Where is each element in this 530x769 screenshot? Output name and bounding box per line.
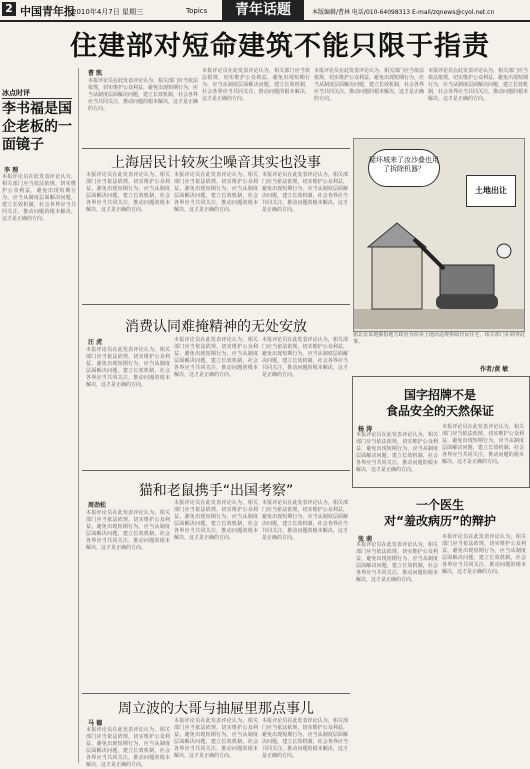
page-number: 2	[2, 2, 16, 16]
top-body-3: 本报评论员在此发表评论认为，相关部门应当依法依规，切实维护公众利益，避免出现短期行为，应当从制度层面解决问题，建立长效机制，社会各界应当共同关注，推动问题的根本解决，这才是正确的方向。	[314, 68, 425, 102]
cartoon-drawing	[354, 199, 524, 329]
zhou-body-2: 本报评论员在此发表评论认为，相关部门应当依法依规，切实维护公众利益，避免出现短期行为，应当从制度层面解决问题，建立长效机制，社会各界应当共同关注，推动问题的根本解决，这才是正确的方向。	[174, 718, 258, 759]
ground	[354, 309, 524, 329]
zhou-body-1: 本报评论员在此发表评论认为，相关部门应当依法依规，切实维护公众利益，避免出现短期行为，应当从制度层面解决问题，建立长效机制，社会各界应当共同关注，推动问题的根本解决，这才是正确的方向。	[86, 727, 170, 768]
doctor-author: 张 萌	[358, 536, 373, 543]
cat-body-1: 本报评论员在此发表评论认为，相关部门应当依法依规，切实维护公众利益，避免出现短期行为，应当从制度层面解决问题，建立长效机制，社会各界应当共同关注，推动问题的根本解决，这才是正确的方向。	[86, 510, 170, 551]
consumer-body-3: 本报评论员在此发表评论认为，相关部门应当依法依规，切实维护公众利益，避免出现短期行为，应当从制度层面解决问题，建立长效机制，社会各界应当共同关注，推动问题的根本解决，这才是正确的方向。	[262, 337, 348, 378]
person-head	[497, 244, 511, 258]
doctor-body-1: 本报评论员在此发表评论认为，相关部门应当依法依规，切实维护公众利益，避免出现短期行为，应当从制度层面解决问题，建立长效机制，社会各界应当共同关注，推动问题的根本解决，这才是正确的方向。	[356, 542, 438, 583]
editor-info: 本版编辑/曹林 电话/010-64098313 E-mail/zqnews@cyol.net.cn	[312, 9, 495, 16]
speech-bubble: 疑坏城来了汝沙叠也用了拆除机器？	[368, 149, 440, 187]
consumer-headline: 消费认同难掩精神的无处安放	[125, 319, 307, 335]
divider-1	[82, 148, 350, 149]
top-body-2: 本报评论员在此发表评论认为，相关部门应当依法依规，切实维护公众利益，避免出现短期行为，应当从制度层面解决问题，建立长效机制，社会各界应当共同关注，推动问题的根本解决，这才是正确的方向。	[202, 68, 310, 102]
food-headline-2: 食品安全的天然保证	[385, 404, 494, 418]
left-headline: 李书福是国企老板的一面镜子	[2, 101, 72, 153]
shanghai-headline: 上海居民计较灰尘噪音其实也没事	[111, 155, 321, 171]
left-body: 本报评论员在此发表评论认为，相关部门应当依法依规，切实维护公众利益，避免出现短期行为，应当从制度层面解决问题，建立长效机制，社会各界应当共同关注，推动问题的根本解决，这才是正确的方向。	[2, 174, 76, 222]
excavator-body	[440, 265, 494, 295]
zhou-author: 马 德	[88, 720, 103, 727]
food-body-2: 本报评论员在此发表评论认为，相关部门应当依法依规，切实维护公众利益，避免出现短期行为，应当从制度层面解决问题，建立长效机制，社会各界应当共同关注，推动问题的根本解决，这才是正确的方向。	[442, 424, 524, 465]
zhou-body-3: 本报评论员在此发表评论认为，相关部门应当依法依规，切实维护公众利益，避免出现短期行为，应当从制度层面解决问题，建立长效机制，社会各界应当共同关注，推动问题的根本解决，这才是正确的方向。	[262, 718, 348, 759]
doctor-body-2: 本报评论员在此发表评论认为，相关部门应当依法依规，切实维护公众利益，避免出现短期行为，应当从制度层面解决问题，建立长效机制，社会各界应当共同关注，推动问题的根本解决，这才是正确的方向。	[442, 534, 526, 575]
top-body-1: 本报评论员在此发表评论认为，相关部门应当依法依规，切实维护公众利益，避免出现短期行为，应当从制度层面解决问题，建立长效机制，社会各界应当共同关注，推动问题的根本解决，这才是正确的方向。	[88, 78, 199, 112]
cat-author: 周劲松	[88, 502, 107, 509]
house	[372, 247, 422, 309]
shanghai-body-3: 本报评论员在此发表评论认为，相关部门应当依法依规，切实维护公众利益，避免出现短期行为，应当从制度层面解决问题，建立长效机制，社会各界应当共同关注，推动问题的根本解决，这才是正确的方向。	[262, 172, 348, 213]
cartoon-illustration	[353, 138, 525, 332]
doctor-headline-1: 一个医生	[415, 498, 464, 512]
main-headline: 住建部对短命建筑不能只限于指责	[70, 31, 490, 62]
food-author: 杨 涛	[358, 426, 373, 433]
divider-3	[82, 470, 350, 471]
left-author: 李 理	[4, 167, 19, 174]
divider-4	[82, 693, 350, 694]
excavator-tracks	[436, 295, 498, 309]
cat-body-3: 本报评论员在此发表评论认为，相关部门应当依法依规，切实维护公众利益，避免出现短期行为，应当从制度层面解决问题，建立长效机制，社会各界应当共同关注，推动问题的根本解决，这才是正确的方向。	[262, 500, 348, 541]
section-title: 青年话题	[222, 0, 304, 20]
paper-name: 中国青年报	[20, 5, 75, 18]
cartoon-artist: 作者/黄 敏	[480, 366, 509, 373]
top-body-4: 本报评论员在此发表评论认为，相关部门应当依法依规，切实维护公众利益，避免出现短期行为，应当从制度层面解决问题，建立长效机制，社会各界应当共同关注，推动问题的根本解决，这才是正确的方向。	[428, 68, 529, 102]
consumer-body-1: 本报评论员在此发表评论认为，相关部门应当依法依规，切实维护公众利益，避免出现短期行为，应当从制度层面解决问题，建立长效机制，社会各界应当共同关注，推动问题的根本解决，这才是正确的方向。	[86, 347, 170, 388]
top-author: 曹 凯	[88, 70, 103, 77]
column-tag: 冰点时评	[2, 88, 72, 99]
zhou-headline: 周立波的大哥与抽屉里那点事儿	[118, 701, 314, 717]
shanghai-body-1: 本报评论员在此发表评论认为，相关部门应当依法依规，切实维护公众利益，避免出现短期行为，应当从制度层面解决问题，建立长效机制，社会各界应当共同关注，推动问题的根本解决，这才是正确的方向。	[86, 172, 170, 213]
cartoon-caption: 据北京某地被指地方政府为拍卖土地而违规拆除居民住宅，相关部门在调查此事。	[353, 332, 525, 345]
cat-body-2: 本报评论员在此发表评论认为，相关部门应当依法依规，切实维护公众利益，避免出现短期行为，应当从制度层面解决问题，建立长效机制，社会各界应当共同关注，推动问题的根本解决，这才是正确的方向。	[174, 500, 258, 541]
shanghai-body-2: 本报评论员在此发表评论认为，相关部门应当依法依规，切实维护公众利益，避免出现短期行为，应当从制度层面解决问题，建立长效机制，社会各界应当共同关注，推动问题的根本解决，这才是正确的方向。	[174, 172, 258, 213]
cat-headline: 猫和老鼠携手“出国考察”	[138, 483, 294, 499]
consumer-body-2: 本报评论员在此发表评论认为，相关部门应当依法依规，切实维护公众利益，避免出现短期行为，应当从制度层面解决问题，建立长效机制，社会各界应当共同关注，推动问题的根本解决，这才是正确的方向。	[174, 337, 258, 378]
doctor-headline-2: 对“羞改病历”的辩护	[384, 514, 496, 528]
divider-2	[82, 304, 350, 305]
food-headline-1: 国字招牌不是	[403, 388, 476, 402]
consumer-author: 汪 虎	[88, 339, 103, 346]
issue-date: 2010年4月7日 星期三	[72, 8, 143, 16]
land-sign: 土地出让	[466, 175, 516, 207]
topics-label: Topics	[186, 7, 208, 15]
food-body-1: 本报评论员在此发表评论认为，相关部门应当依法依规，切实维护公众利益，避免出现短期行为，应当从制度层面解决问题，建立长效机制，社会各界应当共同关注，推动问题的根本解决，这才是正确的方向。	[356, 432, 438, 473]
